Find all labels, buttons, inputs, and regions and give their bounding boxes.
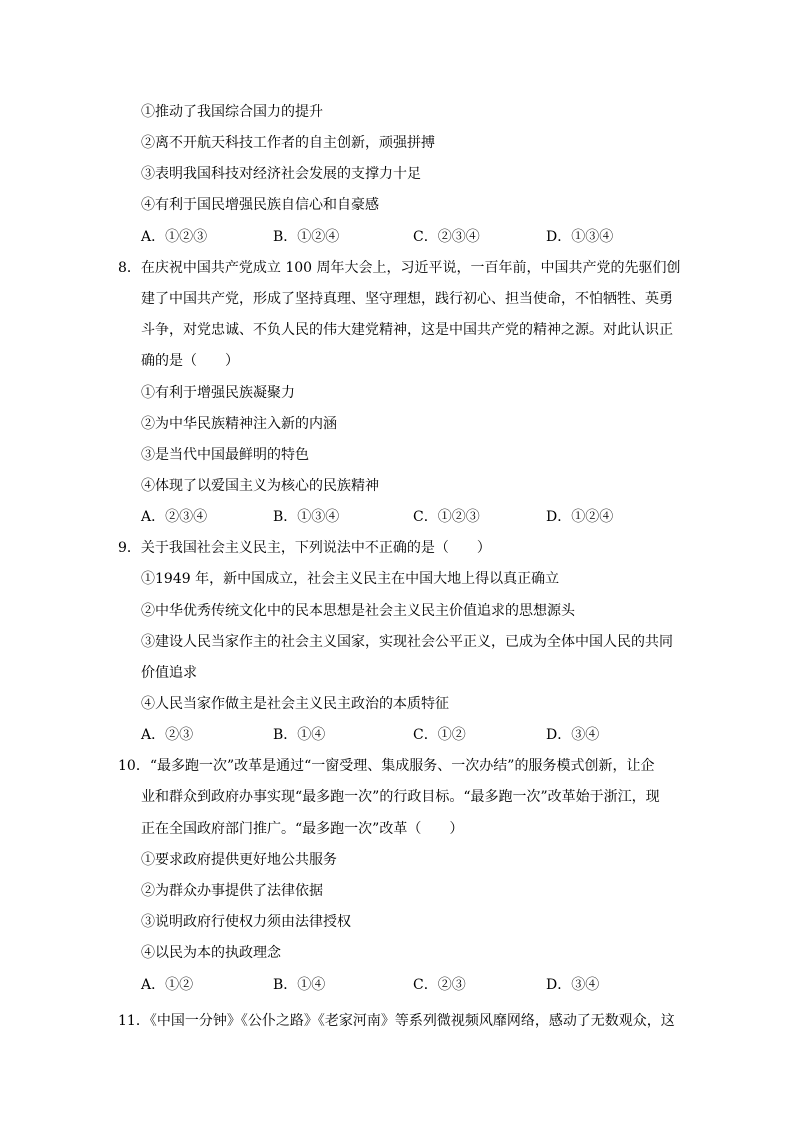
q10-option-c: C．②③ xyxy=(413,977,466,993)
q10-option-b: B．①④ xyxy=(273,977,326,993)
q8-stem-line-1: 8．在庆祝中国共产党成立 100 周年大会上，习近平说，一百年前，中国共产党的先驱们创 xyxy=(118,260,681,276)
q10-statement-4: ④以民为本的执政理念 xyxy=(141,945,281,961)
q9-option-a: A．②③ xyxy=(141,727,194,743)
q7-option-a: A．①②③ xyxy=(141,229,208,245)
q7-statement-2: ②离不开航天科技工作者的自主创新，顽强拼搏 xyxy=(141,135,435,151)
q9-statement-3-cont: 价值追求 xyxy=(141,665,197,681)
q9-statement-2: ②中华优秀传统文化中的民本思想是社会主义民主价值追求的思想源头 xyxy=(141,603,575,619)
q9-option-d: D．③④ xyxy=(546,727,600,743)
q8-option-d: D．①②④ xyxy=(546,509,614,525)
q9-statement-1: ①1949 年，新中国成立，社会主义民主在中国大地上得以真正确立 xyxy=(141,571,560,587)
q10-statement-3: ③说明政府行使权力须由法律授权 xyxy=(141,914,351,930)
q8-option-c: C．①②③ xyxy=(413,509,480,525)
q10-option-d: D．③④ xyxy=(546,977,600,993)
q9-statement-3: ③建设人民当家作主的社会主义国家，实现社会公平正义，已成为全体中国人民的共同 xyxy=(141,634,673,650)
q8-stem-line-2: 建了中国共产党，形成了坚持真理、坚守理想，践行初心、担当使命，不怕牺牲、英勇 xyxy=(141,291,673,307)
q10-statement-1: ①要求政府提供更好地公共服务 xyxy=(141,852,337,868)
q10-stem-line-3: 正在全国政府部门推广。“最多跑一次”改革（ ） xyxy=(141,821,464,837)
q8-option-a: A．②③④ xyxy=(141,509,208,525)
q10-stem-line-2: 业和群众到政府办事实现“最多跑一次”的行政目标。“最多跑一次”改革始于浙江，现 xyxy=(141,789,660,805)
q9-option-b: B．①④ xyxy=(273,727,326,743)
q7-statement-3: ③表明我国科技对经济社会发展的支撑力十足 xyxy=(141,166,421,182)
q9-statement-4: ④人民当家作做主是社会主义民主政治的本质特征 xyxy=(141,696,449,712)
q8-statement-1: ①有利于增强民族凝聚力 xyxy=(141,385,295,401)
q10-stem-line-1: 10．“最多跑一次”改革是通过“一窗受理、集成服务、一次办结”的服务模式创新，让企 xyxy=(118,758,655,774)
q8-stem-line-3: 斗争，对党忠诚、不负人民的伟大建党精神，这是中国共产党的精神之源。对此认识正 xyxy=(141,322,673,338)
q10-option-a: A．①② xyxy=(141,977,194,993)
q8-option-b: B．①③④ xyxy=(273,509,340,525)
q7-option-c: C．②③④ xyxy=(413,229,480,245)
q8-stem-line-4: 确的是（ ） xyxy=(141,353,239,369)
q7-statement-4: ④有利于国民增强民族自信心和自豪感 xyxy=(141,197,379,213)
q7-statement-1: ①推动了我国综合国力的提升 xyxy=(141,104,323,120)
q9-stem-line-1: 9．关于我国社会主义民主，下列说法中不正确的是（ ） xyxy=(118,540,491,556)
q7-option-b: B．①②④ xyxy=(273,229,340,245)
q11-stem-line-1: 11．《中国一分钟》《公仆之路》《老家河南》等系列微视频风靡网络，感动了无数观众，这 xyxy=(118,1013,675,1029)
q8-statement-3: ③是当代中国最鲜明的特色 xyxy=(141,447,309,463)
q10-statement-2: ②为群众办事提供了法律依据 xyxy=(141,883,323,899)
q9-option-c: C．①② xyxy=(413,727,466,743)
q8-statement-2: ②为中华民族精神注入新的内涵 xyxy=(141,416,337,432)
q7-option-d: D．①③④ xyxy=(546,229,614,245)
q8-statement-4: ④体现了以爱国主义为核心的民族精神 xyxy=(141,478,379,494)
